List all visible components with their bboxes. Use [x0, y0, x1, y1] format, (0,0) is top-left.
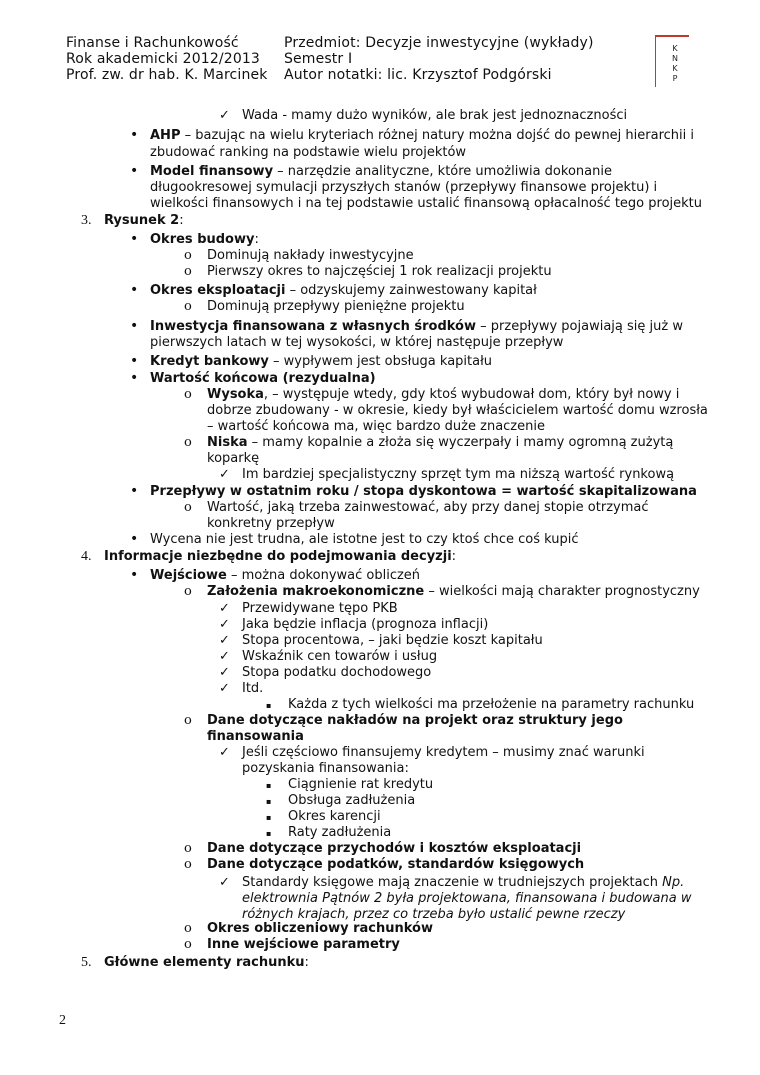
- circle-marker: o: [184, 713, 192, 728]
- mf-line-1: [150, 164, 612, 180]
- wejsciowe-text: – można dokonywać obliczeń: [226, 568, 421, 583]
- informacje-heading: [104, 549, 456, 565]
- okres-budowy-item-2: Pierwszy okres to najczęściej 1 rok realizacji projektu: [207, 264, 552, 279]
- przeplywy-line-2: konkretny przepływ: [207, 516, 335, 531]
- niska-term: Niska: [207, 435, 248, 450]
- circle-marker: o: [184, 584, 192, 599]
- kredyt-bankowy-text: – wypływem jest obsługa kapitału: [268, 354, 493, 369]
- list-number-4: 4.: [81, 549, 92, 564]
- naklady-term-1: Dane dotyczące nakładów na projekt oraz struktury jego: [207, 713, 623, 728]
- zalozenia-item-5: Stopa podatku dochodowego: [242, 665, 432, 680]
- niska-text: – mamy kopalnie a złoża się wyczerpały i mamy ogromną zużytą: [247, 435, 674, 450]
- informacje-colon: :: [451, 549, 457, 564]
- wysoka-line-2: dobrze zbudowany - w okresie, kiedy był właścicielem wartość domu wzrosła: [207, 403, 708, 418]
- logo-vline: [655, 37, 656, 87]
- mf-line-2: długookresowej symulacji przyszłych stanów (przepływy finansowe projektu) i: [150, 180, 658, 195]
- circle-marker: o: [184, 937, 192, 952]
- inne-parametry-term: Inne wejściowe parametry: [207, 937, 400, 952]
- bullet-marker: •: [130, 282, 139, 298]
- check-marker: ✓: [219, 108, 230, 123]
- przychody-heading: [207, 841, 581, 857]
- okres-budowy-item-1: Dominują nakłady inwestycyjne: [207, 248, 414, 263]
- check-marker: ✓: [219, 649, 230, 664]
- wycena-line: Wycena nie jest trudna, ale istotne jest to czy ktoś chce coś kupić: [150, 532, 579, 547]
- square-marker: ▪: [266, 797, 272, 806]
- check-marker: ✓: [219, 665, 230, 680]
- naklady-sub-3: Okres karencji: [288, 809, 381, 824]
- przeplywy-heading: [150, 484, 697, 500]
- wejsciowe: [150, 568, 420, 584]
- check-marker: ✓: [219, 681, 230, 696]
- niska-line-1: [207, 435, 673, 451]
- kredyt-bankowy-term: Kredyt bankowy: [150, 354, 269, 369]
- okres-eksploatacji: [150, 283, 537, 299]
- podatki-check-3: różnych krajach, przez co trzeba było ustalić pewne rzeczy: [242, 907, 626, 922]
- naklady-check-1: Jeśli częściowo finansujemy kredytem – musimy znać warunki: [242, 745, 645, 760]
- zalozenia-item-1: Przewidywane tępo PKB: [242, 601, 398, 616]
- wartosc-koncowa: [150, 371, 376, 387]
- naklady-term-2: finansowania: [207, 729, 304, 744]
- mf-line-3: wielkości finansowych i na tej podstawie ustalić finansową opłacalność tego projektu: [150, 196, 703, 211]
- square-marker: ▪: [266, 813, 272, 822]
- kredyt-bankowy: [150, 354, 492, 370]
- zalozenia-item-2: Jaka będzie inflacja (prognoza inflacji): [242, 617, 489, 632]
- glowne-elementy-heading: [104, 955, 309, 971]
- naklady-sub-4: Raty zadłużenia: [288, 825, 392, 840]
- zalozenia-subitem: Każda z tych wielkości ma przełożenie na parametry rachunku: [288, 697, 695, 712]
- zalozenia-text: – wielkości mają charakter prognostyczny: [424, 584, 700, 599]
- okres-eksploatacji-term: Okres eksploatacji: [150, 283, 286, 298]
- circle-marker: o: [184, 264, 192, 279]
- bullet-marker: •: [130, 531, 139, 547]
- header-left-3: Prof. zw. dr hab. K. Marcinek: [66, 67, 268, 83]
- okres-obliczeniowy: [207, 921, 433, 937]
- rysunek-heading: [104, 213, 184, 229]
- podatki-check-1: [242, 875, 684, 891]
- page-number: 2: [59, 1013, 66, 1028]
- bullet-marker: •: [130, 567, 139, 583]
- list-number-3: 3.: [81, 213, 92, 228]
- rysunek-term: Rysunek 2: [104, 213, 180, 228]
- inne-parametry: [207, 937, 400, 953]
- logo-letters: [672, 44, 678, 84]
- circle-marker: o: [184, 248, 192, 263]
- logo-letter: N: [672, 54, 678, 63]
- bullet-marker: •: [130, 483, 139, 499]
- przeplywy-line-1: Wartość, jaką trzeba zainwestować, aby przy danej stopie otrzymać: [207, 500, 649, 515]
- inwestycja-line-1: [150, 319, 683, 335]
- inwestycja-term: Inwestycja finansowana z własnych środków: [150, 319, 477, 334]
- check-marker: ✓: [219, 617, 230, 632]
- naklady-heading-2: [207, 729, 304, 745]
- header-right-1: Przedmiot: Decyzje inwestycyjne (wykłady): [284, 35, 594, 51]
- ahp-line-1: [150, 128, 694, 144]
- check-marker: ✓: [219, 875, 230, 890]
- naklady-sub-1: Ciągnienie rat kredytu: [288, 777, 434, 792]
- ahp-text: – bazując na wielu kryteriach różnej natury można dojść do pewnej hierarchii i: [180, 128, 694, 143]
- przeplywy-term: Przepływy w ostatnim roku / stopa dyskontowa = wartość skapitalizowana: [150, 484, 697, 499]
- okres-eksploatacji-text: – odzyskujemy zainwestowany kapitał: [285, 283, 537, 298]
- wysoka-text: , – występuje wtedy, gdy ktoś wybudował dom, który był nowy i: [263, 387, 680, 402]
- okres-budowy-colon: :: [254, 232, 259, 247]
- circle-marker: o: [184, 435, 192, 450]
- logo-letter: K: [672, 44, 678, 53]
- zalozenia-heading: [207, 584, 700, 600]
- header-right-3: Autor notatki: lic. Krzysztof Podgórski: [284, 67, 552, 83]
- inwestycja-line-2: pierwszych latach w tej wysokości, w której następuje przepływ: [150, 335, 564, 350]
- okres-eksploatacji-item-1: Dominują przepływy pieniężne projektu: [207, 299, 465, 314]
- zalozenia-term: Założenia makroekonomiczne: [207, 584, 425, 599]
- square-marker: ▪: [266, 701, 272, 710]
- bullet-marker: •: [130, 231, 139, 247]
- okres-budowy: [150, 232, 259, 248]
- bullet-marker: •: [130, 318, 139, 334]
- podatki-check-np: Np.: [662, 875, 685, 890]
- list-number-5: 5.: [81, 955, 92, 970]
- check-marker: ✓: [219, 601, 230, 616]
- przychody-term: Dane dotyczące przychodów i kosztów eksploatacji: [207, 841, 582, 856]
- wysoka-term: Wysoka: [207, 387, 264, 402]
- circle-marker: o: [184, 500, 192, 515]
- podatki-heading: [207, 857, 584, 873]
- wartosc-koncowa-term: Wartość końcowa (rezydualna): [150, 371, 376, 386]
- square-marker: ▪: [266, 781, 272, 790]
- logo-letter: P: [672, 74, 678, 83]
- glowne-elementy-colon: :: [304, 955, 309, 970]
- bullet-marker: •: [130, 353, 139, 369]
- header-left-2: Rok akademicki 2012/2013: [66, 51, 260, 67]
- podatki-term: Dane dotyczące podatków, standardów księgowych: [207, 857, 585, 872]
- podatki-check-text: Standardy księgowe mają znaczenie w trudniejszych projektach: [242, 875, 663, 890]
- check-marker: ✓: [219, 633, 230, 648]
- bullet-marker: •: [130, 370, 139, 386]
- rysunek-colon: :: [179, 213, 184, 228]
- check-marker: ✓: [219, 467, 230, 482]
- knkp-logo: [655, 35, 689, 89]
- circle-marker: o: [184, 921, 192, 936]
- circle-marker: o: [184, 299, 192, 314]
- wysoka-line-3: – wartość końcowa ma, więc bardzo duże znaczenie: [207, 419, 545, 434]
- niska-line-2: koparkę: [207, 451, 260, 466]
- okres-budowy-term: Okres budowy: [150, 232, 255, 247]
- zalozenia-item-3: Stopa procentowa, – jaki będzie koszt kapitału: [242, 633, 543, 648]
- circle-marker: o: [184, 857, 192, 872]
- bullet-marker: •: [130, 127, 139, 143]
- header-right-2: Semestr I: [284, 51, 353, 67]
- okres-obliczeniowy-term: Okres obliczeniowy rachunków: [207, 921, 433, 936]
- informacje-term: Informacje niezbędne do podejmowania decyzji: [104, 549, 452, 564]
- logo-bar: [655, 35, 689, 37]
- logo-letter: K: [672, 64, 678, 73]
- check-marker: ✓: [219, 745, 230, 760]
- podatki-check-2: elektrownia Pątnów 2 była projektowana, finansowana i budowana w: [242, 891, 692, 906]
- wada-line: Wada - mamy dużo wyników, ale brak jest jednoznaczności: [242, 108, 628, 123]
- header-left-1: Finanse i Rachunkowość: [66, 35, 239, 51]
- niska-check: Im bardziej specjalistyczny sprzęt tym ma niższą wartość rynkową: [242, 467, 675, 482]
- wejsciowe-term: Wejściowe: [150, 568, 227, 583]
- bullet-marker: •: [130, 163, 139, 179]
- ahp-line-2: zbudować ranking na podstawie wielu projektów: [150, 145, 467, 160]
- mf-text: – narzędzie analityczne, które umożliwia dokonanie: [273, 164, 612, 179]
- zalozenia-item-6: Itd.: [242, 681, 264, 696]
- glowne-elementy-term: Główne elementy rachunku: [104, 955, 305, 970]
- naklady-sub-2: Obsługa zadłużenia: [288, 793, 416, 808]
- inwestycja-text: – przepływy pojawiają się już w: [476, 319, 683, 334]
- mf-term: Model finansowy: [150, 164, 274, 179]
- circle-marker: o: [184, 841, 192, 856]
- naklady-heading-1: [207, 713, 623, 729]
- ahp-term: AHP: [150, 128, 181, 143]
- circle-marker: o: [184, 387, 192, 402]
- wysoka-line-1: [207, 387, 679, 403]
- naklady-check-2: pozyskania finansowania:: [242, 761, 409, 776]
- square-marker: ▪: [266, 829, 272, 838]
- zalozenia-item-4: Wskaźnik cen towarów i usług: [242, 649, 438, 664]
